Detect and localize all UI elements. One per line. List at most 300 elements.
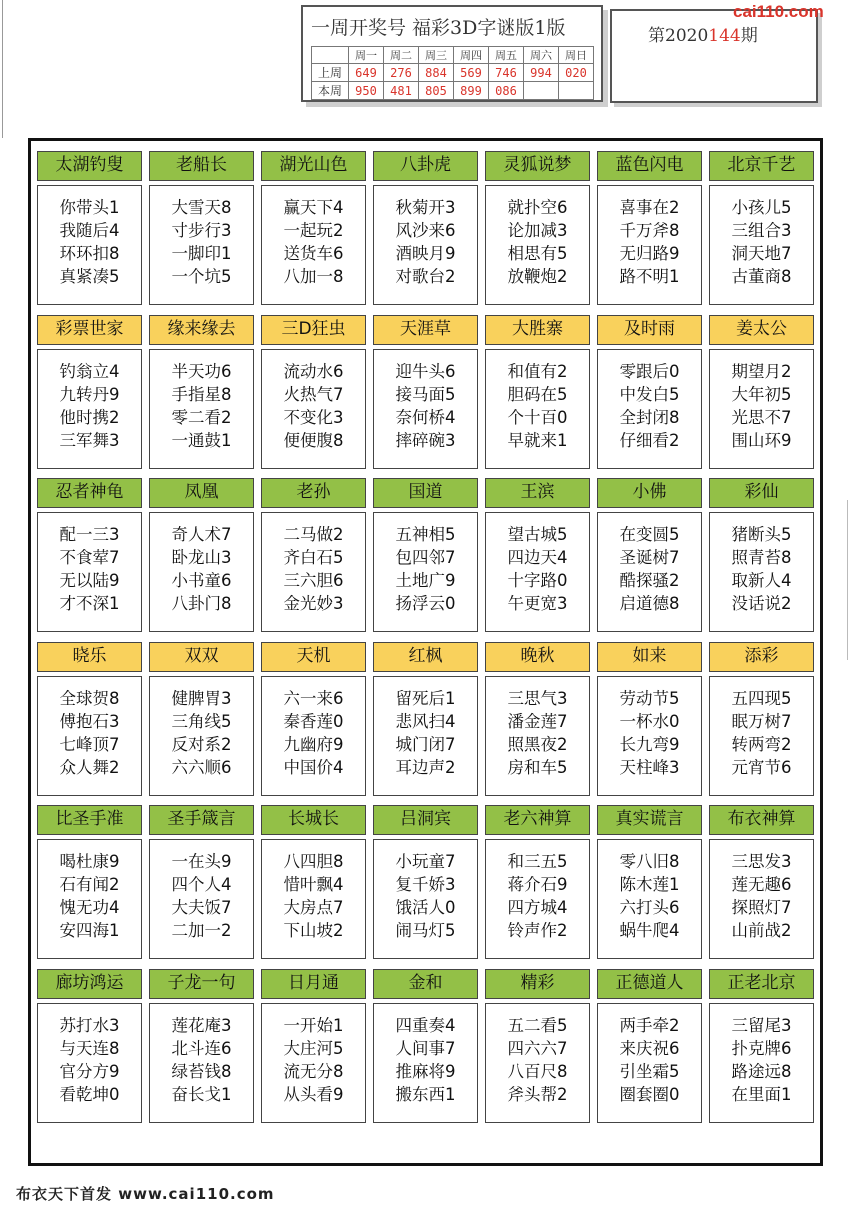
riddle-line: 奈何桥4 [395, 407, 456, 427]
riddle-line: 看乾坤0 [59, 1084, 120, 1104]
riddle-box-body [149, 1003, 254, 1123]
riddle-line: 来庆祝6 [619, 1038, 680, 1058]
page-edge-line-right [847, 500, 848, 660]
riddle-box-body [373, 1003, 478, 1123]
riddle-box [485, 315, 590, 469]
riddle-line: 搬东西1 [395, 1084, 456, 1104]
riddle-box [709, 642, 814, 796]
riddle-box-body [597, 839, 702, 959]
riddle-line: 秋菊开3 [395, 198, 456, 217]
riddle-box [261, 151, 366, 305]
riddle-line: 接马面5 [395, 384, 456, 404]
draw-number: 805 [419, 82, 454, 100]
riddle-line: 在变圆5 [619, 525, 680, 544]
draw-number: 994 [524, 64, 559, 82]
riddle-line: 眠万树7 [731, 711, 792, 731]
riddle-box [261, 805, 366, 959]
riddle-box [709, 805, 814, 959]
riddle-box [37, 478, 142, 632]
riddle-box-body [373, 349, 478, 469]
riddle-line: 没话说2 [731, 594, 792, 613]
riddle-box-body [37, 676, 142, 796]
riddle-line: 三留尾3 [731, 1015, 792, 1035]
riddle-line: 四六六7 [507, 1038, 568, 1058]
riddle-box-title: 北京千艺 [709, 151, 814, 181]
issue-number [648, 21, 758, 46]
riddle-line: 流无分8 [283, 1061, 344, 1081]
riddle-box-title: 圣手箴言 [149, 805, 254, 835]
riddle-box [485, 969, 590, 1123]
riddle-box [597, 478, 702, 632]
riddle-box-title: 太湖钓叟 [37, 151, 142, 181]
riddle-line: 石有闻2 [59, 875, 120, 894]
riddle-line: 五二看5 [507, 1015, 568, 1035]
riddle-line: 他时携2 [59, 407, 120, 427]
day-cell: 周日 [559, 47, 594, 64]
riddle-box [37, 805, 142, 959]
riddle-line: 迎牛头6 [395, 361, 456, 381]
riddle-line: 劳动节5 [619, 688, 680, 708]
riddle-line: 古董商8 [731, 267, 792, 286]
riddle-box-title: 灵狐说梦 [485, 151, 590, 181]
results-row-last-week [312, 64, 594, 82]
riddle-line: 八百尺8 [507, 1061, 568, 1081]
riddle-line: 手指星8 [171, 384, 232, 404]
riddle-line: 摔碎碗3 [395, 430, 456, 450]
riddle-line: 土地广9 [395, 571, 456, 590]
riddle-line: 健脾胃3 [171, 688, 232, 708]
draw-number [559, 82, 594, 100]
riddle-box-body [597, 1003, 702, 1123]
riddle-line: 放鞭炮2 [507, 267, 568, 286]
riddle-line: 酷探骚2 [619, 571, 680, 590]
riddle-line: 众人舞2 [59, 757, 120, 777]
riddle-box [261, 969, 366, 1123]
riddle-line: 大庄河5 [283, 1038, 344, 1058]
riddle-line: 才不深1 [59, 594, 120, 613]
riddle-box-title: 真实谎言 [597, 805, 702, 835]
riddle-box-title: 晓乐 [37, 642, 142, 672]
riddle-line: 路途远8 [731, 1061, 792, 1081]
riddle-line: 风沙来6 [395, 221, 456, 240]
riddle-box-title: 红枫 [373, 642, 478, 672]
riddle-line: 在里面1 [731, 1084, 792, 1104]
riddle-box-body [261, 839, 366, 959]
riddle-box-body [149, 185, 254, 305]
riddle-line: 圈套圈0 [619, 1084, 680, 1104]
riddle-line: 官分方9 [59, 1061, 120, 1081]
riddle-box-body [709, 185, 814, 305]
riddle-line: 傅抱石3 [59, 711, 120, 731]
riddle-box [37, 151, 142, 305]
riddle-box [373, 315, 478, 469]
day-cell: 周一 [349, 47, 384, 64]
riddle-box [485, 805, 590, 959]
riddle-box-title: 三D狂虫 [261, 315, 366, 345]
riddle-box-title: 彩仙 [709, 478, 814, 508]
riddle-box-body [261, 1003, 366, 1123]
riddle-box-body [485, 349, 590, 469]
riddle-box-title: 正德道人 [597, 969, 702, 999]
riddle-line: 奋长戈1 [171, 1084, 232, 1104]
riddle-box-title: 如来 [597, 642, 702, 672]
riddle-line: 仔细看2 [619, 430, 680, 450]
riddle-line: 一脚印1 [171, 244, 232, 263]
riddle-box [149, 151, 254, 305]
riddle-line: 探照灯7 [731, 898, 792, 917]
riddle-line: 喝杜康9 [59, 852, 120, 871]
weekly-results-panel [301, 5, 603, 102]
riddle-box [261, 478, 366, 632]
riddle-box [373, 969, 478, 1123]
riddle-line: 三角线5 [171, 711, 232, 731]
riddle-box-body [149, 349, 254, 469]
riddle-box-title: 国道 [373, 478, 478, 508]
results-table [311, 46, 594, 100]
draw-number: 086 [489, 82, 524, 100]
riddle-line: 卧龙山3 [171, 548, 232, 567]
riddle-line: 一起玩2 [283, 221, 344, 240]
riddle-box-title: 大胜寨 [485, 315, 590, 345]
issue-highlight: 144 [708, 26, 741, 46]
riddle-line: 三六胆6 [283, 571, 344, 590]
riddle-box-title: 姜太公 [709, 315, 814, 345]
riddle-line: 大夫饭7 [171, 898, 232, 917]
riddle-line: 铃声作2 [507, 921, 568, 940]
day-cell: 周三 [419, 47, 454, 64]
riddle-line: 苏打水3 [59, 1015, 120, 1035]
results-row-this-week [312, 82, 594, 100]
riddle-line: 小孩儿5 [731, 198, 792, 217]
riddle-line: 下山坡2 [283, 921, 344, 940]
riddle-box-title: 廊坊鸿运 [37, 969, 142, 999]
riddle-box-body [709, 839, 814, 959]
riddle-line: 山前战2 [731, 921, 792, 940]
riddle-box-title: 王滨 [485, 478, 590, 508]
draw-number: 884 [419, 64, 454, 82]
riddle-box-title: 精彩 [485, 969, 590, 999]
riddle-line: 安四海1 [59, 921, 120, 940]
issue-panel [610, 9, 818, 103]
riddle-line: 四边天4 [507, 548, 568, 567]
riddle-line: 大雪天8 [171, 198, 232, 217]
riddle-line: 中发白5 [619, 384, 680, 404]
riddle-box [37, 969, 142, 1123]
riddle-line: 和值有2 [507, 361, 568, 381]
day-cell: 周二 [384, 47, 419, 64]
riddle-line: 大房点7 [283, 898, 344, 917]
riddle-box-title: 添彩 [709, 642, 814, 672]
riddle-line: 陈木莲1 [619, 875, 680, 894]
riddle-line: 推麻将9 [395, 1061, 456, 1081]
riddle-box [261, 315, 366, 469]
riddle-line: 莲花庵3 [171, 1015, 232, 1035]
riddle-line: 火热气7 [283, 384, 344, 404]
riddle-box-body [261, 512, 366, 632]
riddle-box-title: 彩票世家 [37, 315, 142, 345]
riddle-box-title: 湖光山色 [261, 151, 366, 181]
riddle-line: 留死后1 [395, 688, 456, 708]
riddle-line: 和三五5 [507, 852, 568, 871]
results-title: 一周开奖号 福彩3D字谜版1版 [311, 17, 566, 39]
riddle-box [373, 642, 478, 796]
riddle-line: 八卦门8 [171, 594, 232, 613]
riddle-line: 中国价4 [283, 757, 344, 777]
issue-prefix: 第2020 [648, 26, 709, 46]
results-day-header-row [312, 47, 594, 64]
footer-credit: 布衣天下首发 www.cai110.com [16, 1185, 275, 1203]
riddle-box-title: 蓝色闪电 [597, 151, 702, 181]
riddle-line: 早就来1 [507, 430, 568, 450]
riddle-box-body [485, 1003, 590, 1123]
riddle-box-title: 八卦虎 [373, 151, 478, 181]
riddle-line: 路不明1 [619, 267, 680, 286]
riddle-line: 斧头帮2 [507, 1084, 568, 1104]
riddle-line: 四重奏4 [395, 1015, 456, 1035]
riddle-line: 环环扣8 [59, 244, 120, 263]
riddle-box-title: 布衣神算 [709, 805, 814, 835]
riddle-line: 半天功6 [171, 361, 232, 381]
riddle-line: 送货车6 [283, 244, 344, 263]
riddle-line: 长九弯9 [619, 734, 680, 754]
riddle-line: 对歌台2 [395, 267, 456, 286]
riddle-box-body [485, 839, 590, 959]
riddle-line: 扬浮云0 [395, 594, 456, 613]
riddle-line: 四个人4 [171, 875, 232, 894]
riddle-box-title: 金和 [373, 969, 478, 999]
riddle-line: 秦香莲0 [283, 711, 344, 731]
riddle-box-body [373, 512, 478, 632]
riddle-box-title: 忍者神龟 [37, 478, 142, 508]
riddle-box-title: 缘来缘去 [149, 315, 254, 345]
riddle-line: 零二看2 [171, 407, 232, 427]
riddle-box [709, 315, 814, 469]
riddle-line: 无归路9 [619, 244, 680, 263]
riddle-box-title: 比圣手准 [37, 805, 142, 835]
riddle-line: 无以陆9 [59, 571, 120, 590]
riddle-line: 扑克牌6 [731, 1038, 792, 1058]
riddle-line: 蜗牛爬4 [619, 921, 680, 940]
riddle-line: 个十百0 [507, 407, 568, 427]
riddle-line: 酒映月9 [395, 244, 456, 263]
riddle-box-title: 老船长 [149, 151, 254, 181]
riddle-line: 零跟后0 [619, 361, 680, 381]
riddle-box-title: 凤凰 [149, 478, 254, 508]
riddle-box-title: 及时雨 [597, 315, 702, 345]
riddle-line: 齐白石5 [283, 548, 344, 567]
riddle-box [597, 969, 702, 1123]
issue-suffix: 期 [740, 26, 758, 46]
riddle-line: 引坐霜5 [619, 1061, 680, 1081]
riddle-line: 复千娇3 [395, 875, 456, 894]
riddle-box-title: 天机 [261, 642, 366, 672]
riddle-box-body [37, 512, 142, 632]
riddle-line: 相思有5 [507, 244, 568, 263]
riddle-box-body [261, 676, 366, 796]
riddle-box-body [37, 185, 142, 305]
riddle-line: 三组合3 [731, 221, 792, 240]
riddle-line: 不食荤7 [59, 548, 120, 567]
riddle-box [149, 478, 254, 632]
day-cell: 周四 [454, 47, 489, 64]
day-cell: 周五 [489, 47, 524, 64]
riddle-line: 莲无趣6 [731, 875, 792, 894]
riddle-box-title: 天涯草 [373, 315, 478, 345]
riddle-box [149, 805, 254, 959]
riddle-box [709, 151, 814, 305]
riddle-box [709, 969, 814, 1123]
riddle-line: 光思不7 [731, 407, 792, 427]
riddle-line: 从头看9 [283, 1084, 344, 1104]
riddle-box-title: 子龙一句 [149, 969, 254, 999]
riddle-line: 启道德8 [619, 594, 680, 613]
day-cell: 周六 [524, 47, 559, 64]
riddle-line: 赢天下4 [283, 198, 344, 217]
riddle-line: 愧无功4 [59, 898, 120, 917]
riddle-line: 三思发3 [731, 852, 792, 871]
riddle-box-body [597, 676, 702, 796]
riddle-line: 三思气3 [507, 688, 568, 708]
riddle-line: 两手牵2 [619, 1015, 680, 1035]
riddle-line: 五神相5 [395, 525, 456, 544]
riddle-box-body [373, 676, 478, 796]
riddle-line: 蒋介石9 [507, 875, 568, 894]
riddle-box-body [37, 1003, 142, 1123]
riddle-line: 胆码在5 [507, 384, 568, 404]
draw-number: 950 [349, 82, 384, 100]
riddle-box [37, 315, 142, 469]
riddle-line: 照青苔8 [731, 548, 792, 567]
riddle-line: 圣诞树7 [619, 548, 680, 567]
riddle-box-body [709, 1003, 814, 1123]
riddle-box-body [37, 839, 142, 959]
riddle-box [597, 642, 702, 796]
riddle-box [485, 151, 590, 305]
riddle-box-body [485, 676, 590, 796]
draw-number: 899 [454, 82, 489, 100]
riddle-line: 二加一2 [171, 921, 232, 940]
riddle-box [597, 151, 702, 305]
riddle-box [597, 805, 702, 959]
riddle-line: 不变化3 [283, 407, 344, 427]
page-edge-line [2, 0, 3, 138]
riddle-box-body [261, 185, 366, 305]
riddle-line: 饿活人0 [395, 898, 456, 917]
riddle-box-body [149, 676, 254, 796]
riddle-box [709, 478, 814, 632]
riddle-box-body [149, 512, 254, 632]
riddle-line: 真紧凑5 [59, 267, 120, 286]
riddle-box-body [597, 349, 702, 469]
riddle-line: 元宵节6 [731, 757, 792, 777]
riddle-line: 四方城4 [507, 898, 568, 917]
riddle-line: 照黑夜2 [507, 734, 568, 754]
riddle-line: 绿苔钱8 [171, 1061, 232, 1081]
riddle-line: 奇人术7 [171, 525, 232, 544]
riddle-line: 一通鼓1 [171, 430, 232, 450]
riddle-box-title: 晚秋 [485, 642, 590, 672]
riddle-line: 猪断头5 [731, 525, 792, 544]
riddle-line: 围山环9 [731, 430, 792, 450]
riddle-line: 我随后4 [59, 221, 120, 240]
riddle-box-title: 长城长 [261, 805, 366, 835]
riddle-box [373, 478, 478, 632]
riddle-box-title: 老六神算 [485, 805, 590, 835]
draw-number: 481 [384, 82, 419, 100]
draw-number [524, 82, 559, 100]
riddle-box [149, 315, 254, 469]
riddle-box-title: 正老北京 [709, 969, 814, 999]
riddle-box-body [37, 349, 142, 469]
riddle-line: 三军舞3 [59, 430, 120, 450]
riddle-box [373, 151, 478, 305]
riddle-line: 你带头1 [59, 198, 120, 217]
riddle-line: 小书童6 [171, 571, 232, 590]
draw-number: 020 [559, 64, 594, 82]
riddle-line: 全球贺8 [59, 688, 120, 708]
riddle-line: 一在头9 [171, 852, 232, 871]
riddle-line: 六六顺6 [171, 757, 232, 777]
riddle-line: 午更宽3 [507, 594, 568, 613]
riddle-box [37, 642, 142, 796]
riddle-box-title: 日月通 [261, 969, 366, 999]
riddle-line: 论加减3 [507, 221, 568, 240]
riddle-line: 大年初5 [731, 384, 792, 404]
riddle-line: 就扑空6 [507, 198, 568, 217]
riddle-line: 城门闭7 [395, 734, 456, 754]
riddle-line: 悲风扫4 [395, 711, 456, 731]
riddle-line: 惜叶飘4 [283, 875, 344, 894]
riddle-line: 喜事在2 [619, 198, 680, 217]
row-label: 本周 [312, 82, 349, 100]
riddle-line: 全封闭8 [619, 407, 680, 427]
riddle-box [373, 805, 478, 959]
riddle-line: 取新人4 [731, 571, 792, 590]
riddle-box-title: 吕洞宾 [373, 805, 478, 835]
riddle-box-body [149, 839, 254, 959]
riddle-line: 天柱峰3 [619, 757, 680, 777]
riddle-line: 转两弯2 [731, 734, 792, 754]
draw-number: 569 [454, 64, 489, 82]
riddle-line: 与天连8 [59, 1038, 120, 1058]
riddle-line: 零八旧8 [619, 852, 680, 871]
riddle-box [149, 969, 254, 1123]
riddle-line: 配一三3 [59, 525, 120, 544]
riddle-box-body [485, 512, 590, 632]
row-label: 上周 [312, 64, 349, 82]
riddle-box-body [709, 349, 814, 469]
riddle-box [485, 478, 590, 632]
riddle-line: 九幽府9 [283, 734, 344, 754]
draw-number: 746 [489, 64, 524, 82]
riddle-box-body [709, 512, 814, 632]
riddle-line: 潘金莲7 [507, 711, 568, 731]
corner-cell [312, 47, 349, 64]
riddle-line: 闹马灯5 [395, 921, 456, 940]
riddle-box-title: 双双 [149, 642, 254, 672]
riddle-line: 房和车5 [507, 757, 568, 777]
riddle-line: 望古城5 [507, 525, 568, 544]
riddle-box [261, 642, 366, 796]
riddle-line: 八加一8 [283, 267, 344, 286]
riddle-line: 六一来6 [283, 688, 344, 708]
site-logo[interactable]: cai110.com [733, 2, 824, 21]
riddle-line: 金光妙3 [283, 594, 344, 613]
riddle-line: 九转丹9 [59, 384, 120, 404]
riddle-box-title: 小佛 [597, 478, 702, 508]
draw-number: 649 [349, 64, 384, 82]
riddle-line: 耳边声2 [395, 757, 456, 777]
